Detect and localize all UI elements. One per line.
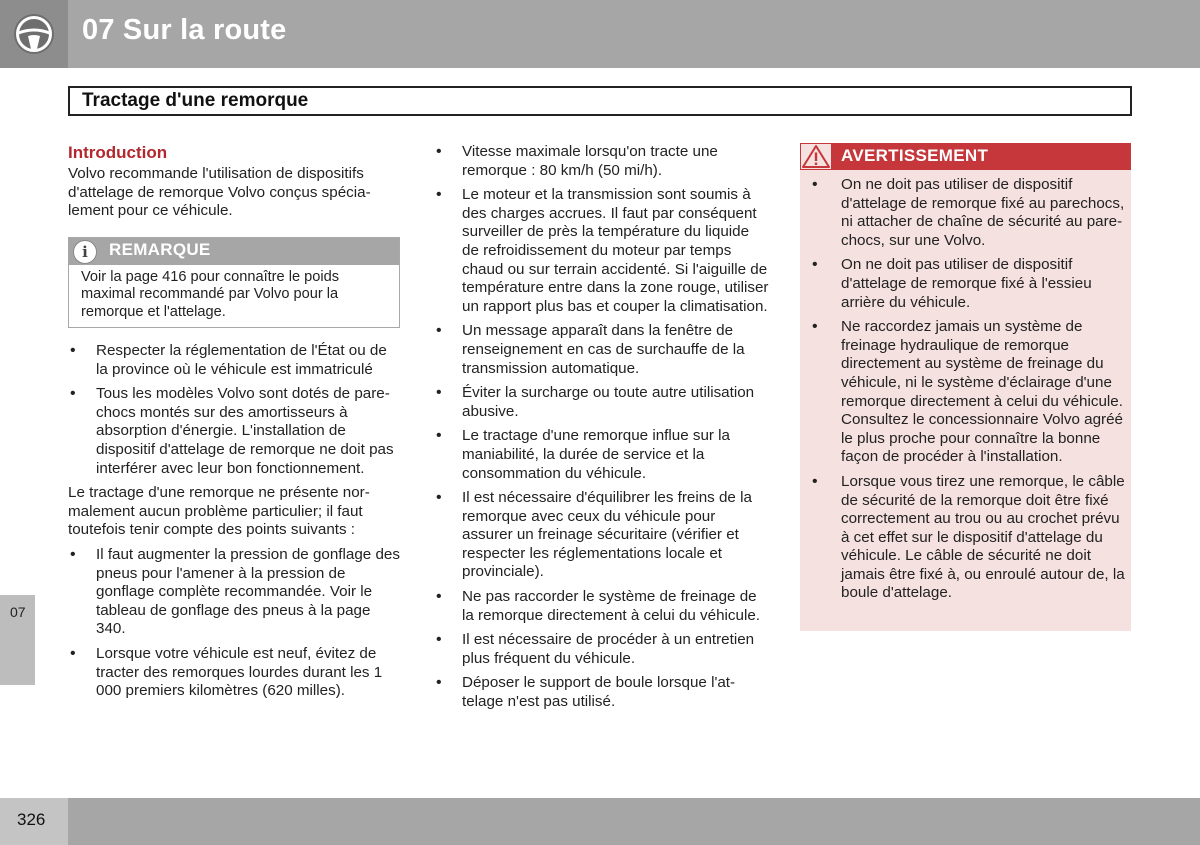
steering-wheel-icon xyxy=(0,0,68,68)
chapter-title: 07 Sur la route xyxy=(82,14,287,46)
warning-box xyxy=(800,143,1131,631)
column-1 xyxy=(68,143,400,707)
bullet-list-1 xyxy=(68,342,400,478)
list-item: • Il est nécessaire de procéder à un entretien plus fréquent du véhicule. xyxy=(434,631,769,668)
warning-label: AVERTISSEMENT xyxy=(841,146,989,165)
page-footer xyxy=(0,798,1200,845)
section-title: Tractage d'une remorque xyxy=(82,90,309,111)
info-icon: i xyxy=(73,240,97,264)
list-item: • Le tractage d'une remorque influe sur la maniabilité, la durée de service et la consommation du véhicule. xyxy=(434,427,769,483)
body-paragraph: Le tractage d'une remorque ne présente normalement aucun problème particulier; il faut toutefois tenir compte des points suivants : xyxy=(68,484,370,539)
list-item: • Lorsque votre véhicule est neuf, évitez de tracter des remorques lourdes durant les 1 000 premiers kilomètres (620 milles). xyxy=(68,645,400,701)
section-title-box xyxy=(68,86,1132,116)
list-item: • Il est nécessaire d'équilibrer les freins de la remorque avec ceux du véhicule pour assurer un freinage sécuritaire (vérifier et respecter les réglementations locale et provinciale). xyxy=(434,489,769,582)
list-item: • Respecter la réglementation de l'État ou de la province où le véhicule est immatriculé xyxy=(68,342,400,379)
note-label: REMARQUE xyxy=(109,239,211,259)
bullet-list-2 xyxy=(68,546,400,701)
warning-list xyxy=(810,176,1126,609)
list-item: • Le moteur et la transmission sont soumis à des charges accrues. Il faut par conséquent surveiller de près la température du liquide de refroidissement du moteur par temps chaud ou sur terrain accidenté. Si l'aiguille de température entre dans la zone rouge, utiliser un rapport plus bas et couper la climatisation. xyxy=(434,186,769,316)
side-tab-label: 07 xyxy=(10,604,26,620)
chapter-header xyxy=(0,0,1200,68)
list-item: • Lorsque vous tirez une remorque, le câble de sécurité de la remorque doit être fixé correctement au trou ou au crochet prévu à cet effet sur le dispositif d'attelage du véhicule. Le câble de sécurité ne doit jamais être fixé à, ou enroulé autour de, la boule d'attelage. xyxy=(810,473,1126,603)
list-item: • Tous les modèles Volvo sont dotés de pare-chocs montés sur des amortisseurs à absorption d'énergie. L'installation de dispositif d'attelage de remorque ne doit pas interférer avec leur bon fonctionnement. xyxy=(68,385,400,478)
page-number-box xyxy=(0,798,68,845)
warning-header xyxy=(800,143,1131,170)
list-item: • On ne doit pas utiliser de dispositif d'attelage de remorque fixé au parechocs, ni attacher de chaîne de sécurité au pare-chocs, sur une Volvo. xyxy=(810,176,1126,250)
bullet-list-3 xyxy=(434,143,769,712)
list-item: • Éviter la surcharge ou toute autre utilisation abusive. xyxy=(434,384,769,421)
list-item: • Ne raccordez jamais un système de freinage hydraulique de remorque directement au système de freinage du véhicule, ni le système d'éclairage d'une remorque directement à celui du véhicule. Consultez le concessionnaire Volvo agréé le plus proche pour connaître la bonne façon de procéder à l'installation. xyxy=(810,318,1126,467)
intro-heading: Introduction xyxy=(68,143,168,162)
list-item: • Un message apparaît dans la fenêtre de renseignement en cas de surchauffe de la transmission automatique. xyxy=(434,322,769,378)
note-text: Voir la page 416 pour connaître le poids maximal recommandé par Volvo pour la remorque et l'attelage. xyxy=(81,268,340,320)
list-item: • Il faut augmenter la pression de gonflage des pneus pour l'amener à la pression de gonflage complète recommandée. Voir le tableau de gonflage des pneus à la page 340. xyxy=(68,546,400,639)
warning-triangle-icon xyxy=(801,144,831,169)
list-item: • On ne doit pas utiliser de dispositif d'attelage de remorque fixé à l'essieu arrière du véhicule. xyxy=(810,256,1126,312)
note-header xyxy=(69,238,399,265)
page-number: 326 xyxy=(17,810,46,829)
list-item: • Ne pas raccorder le système de freinage de la remorque directement à celui du véhicule. xyxy=(434,588,769,625)
column-2 xyxy=(434,143,769,718)
chapter-side-tab xyxy=(0,595,35,685)
intro-paragraph: Volvo recommande l'utilisation de dispositifs d'attelage de remorque Volvo conçus spécialement pour ce véhicule. xyxy=(68,165,371,220)
list-item: • Déposer le support de boule lorsque l'attelage n'est pas utilisé. xyxy=(434,674,769,711)
note-box xyxy=(68,237,400,328)
list-item: • Vitesse maximale lorsqu'on tracte une remorque : 80 km/h (50 mi/h). xyxy=(434,143,769,180)
